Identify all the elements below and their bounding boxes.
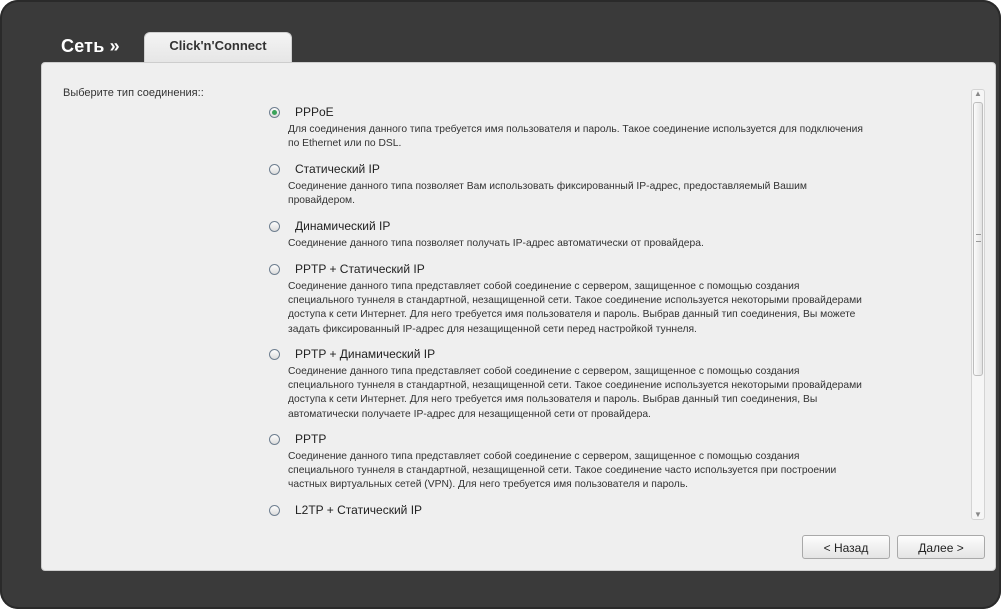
next-button[interactable]: Далее > bbox=[897, 535, 985, 559]
grip-icon bbox=[976, 234, 981, 242]
option-description: Соединение данного типа представляет собой соединение с сервером, защищенное с помощью создания специального туннеля в стандартной, незащищенной сети. Такое соединение используется некоторыми провайдерами доступа к сети Интернет. Для него требуется имя пользователя и пароль. Выбрав данный тип соединения, Вы автоматически получаете IP-адрес для незащищенной сети от провайдера. bbox=[288, 366, 862, 420]
connection-type-panel bbox=[41, 62, 996, 571]
radio-pptp-dynamic-ip[interactable] bbox=[269, 349, 280, 360]
radio-pppoe[interactable] bbox=[269, 107, 280, 118]
scrollbar[interactable] bbox=[971, 89, 985, 520]
option-label: Статический IP bbox=[295, 162, 380, 176]
tab-clicknconnect[interactable]: Click'n'Connect bbox=[144, 32, 292, 62]
back-button[interactable]: < Назад bbox=[802, 535, 890, 559]
radio-pptp-static-ip[interactable] bbox=[269, 264, 280, 275]
option-description: Соединение данного типа позволяет получать IP-адрес автоматически от провайдера. bbox=[288, 238, 704, 249]
option-description: Соединение данного типа представляет собой соединение с сервером, защищенное с помощью создания специального туннеля в стандартной, незащищенной сети. Такое соединение используется некоторыми провайдерами доступа к сети Интернет. Для него требуется имя пользователя и пароль. Выбрав данный тип соединения, Вы можете задать фиксированный IP-адрес для незащищенной сети перед настройкой туннеля. bbox=[288, 281, 862, 335]
option-label: PPTP + Статический IP bbox=[295, 262, 425, 276]
option-description: Соединение данного типа позволяет Вам использовать фиксированный IP-адрес, предоставляемый Вашим провайдером. bbox=[288, 181, 807, 207]
option-label: PPTP bbox=[295, 432, 327, 446]
radio-dynamic-ip[interactable] bbox=[269, 221, 280, 232]
option-description: Соединение данного типа представляет собой соединение с сервером, защищенное с помощью создания специального туннеля в стандартной, незащищенной сети. Такое соединение часто используется при построении частных виртуальных сетей (VPN). Для него требуется имя пользователя и пароль. bbox=[288, 451, 837, 491]
scroll-thumb[interactable] bbox=[973, 102, 983, 376]
option-description: Для соединения данного типа требуется имя пользователя и пароль. Такое соединение используется для подключения по Ethernet или по DSL. bbox=[288, 124, 863, 150]
radio-l2tp-static-ip[interactable] bbox=[269, 505, 280, 516]
option-label: Динамический IP bbox=[295, 219, 391, 233]
scroll-up-arrow-icon[interactable]: ▲ bbox=[974, 89, 982, 98]
scroll-down-arrow-icon[interactable]: ▼ bbox=[974, 510, 982, 519]
radio-pptp[interactable] bbox=[269, 434, 280, 445]
page-title: Сеть » bbox=[61, 36, 120, 56]
radio-static-ip[interactable] bbox=[269, 164, 280, 175]
option-label: L2TP + Статический IP bbox=[295, 503, 423, 517]
option-label: PPPoE bbox=[295, 105, 334, 119]
option-label: PPTP + Динамический IP bbox=[295, 347, 436, 361]
connection-type-prompt: Выберите тип соединения:: bbox=[63, 87, 204, 99]
